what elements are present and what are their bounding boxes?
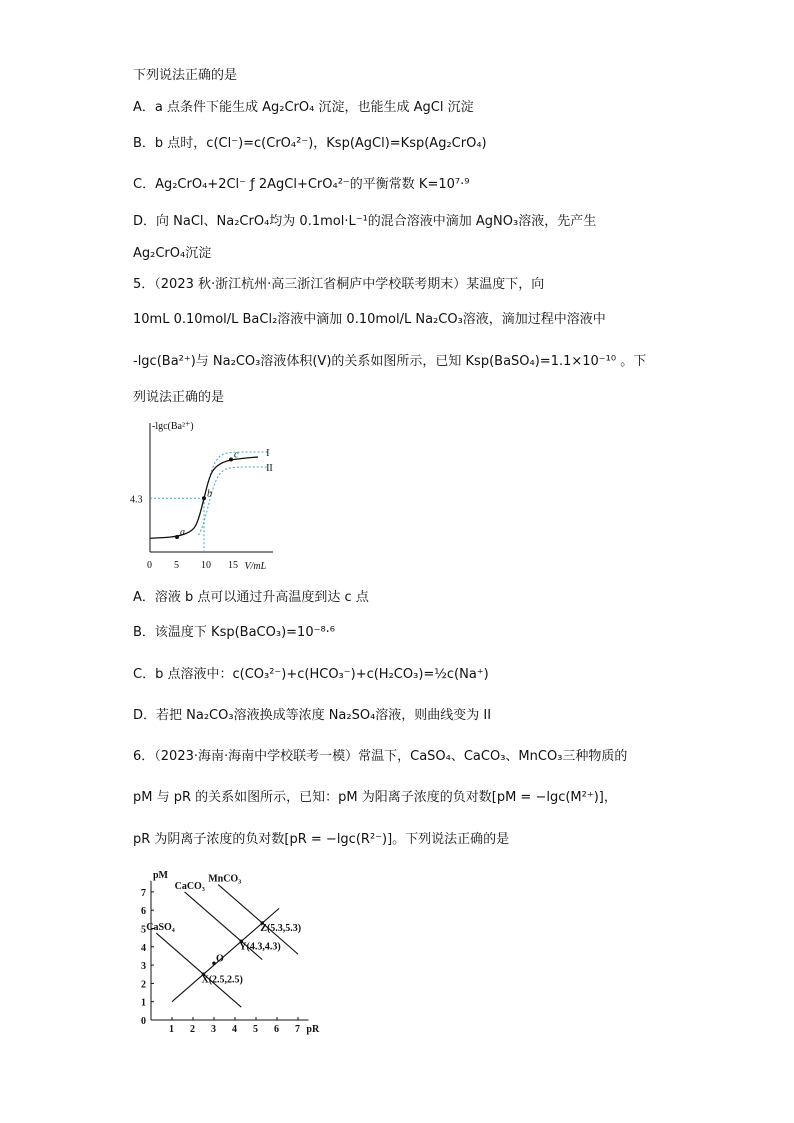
q4-option-a: A．a 点条件下能生成 Ag₂CrO₄ 沉淀，也能生成 AgCl 沉淀 [133, 100, 474, 115]
q5-option-c-prefix: C．b 点溶液中： [133, 667, 233, 682]
series-i-curve [199, 449, 269, 518]
q4-intro: 下列说法正确的是 [133, 68, 238, 83]
y-axis-label: pM [153, 870, 168, 881]
x-tick-label: 1 [169, 1024, 174, 1035]
x-tick-label: 4 [232, 1024, 237, 1035]
y-tick-label: 0 [141, 1016, 146, 1027]
q5-stem-2: 10mL 0.10mol/L BaCl₂溶液中滴加 0.10mol/L Na₂CO₃溶液，滴加过程中溶液中 [133, 312, 606, 327]
point-c [229, 458, 233, 462]
q5-stem-4: 列说法正确的是 [133, 390, 225, 405]
q4-option-d-cont: Ag₂CrO₄沉淀 [133, 246, 212, 261]
series-label-0: CaSO₄ [146, 922, 175, 934]
q5-option-a: A．溶液 b 点可以通过升高温度到达 c 点 [133, 590, 369, 605]
q6-stem-3: pR 为阴离子浓度的负对数[pR = −lgc(R²⁻)]。下列说法正确的是 [133, 832, 510, 847]
point-label-a: a [180, 527, 185, 538]
x-tick-label: 2 [190, 1024, 195, 1035]
y-tick-label: 2 [141, 979, 146, 991]
y-tick-label: 6 [141, 906, 146, 918]
q5-option-c [133, 666, 489, 684]
q4-option-d: D．向 NaCl、Na₂CrO₄均为 0.1mol·L⁻¹的混合溶液中滴加 AgNO₃溶液，先产生 [133, 214, 597, 229]
point-label: O [216, 953, 224, 965]
series-line-0 [156, 933, 241, 1007]
x-tick-label: 7 [295, 1024, 300, 1035]
y-tick-label: 4.3 [130, 494, 143, 506]
q5-option-c-formula: c(CO₃²⁻)+c(HCO₃⁻)+c(H₂CO₃)=½c(Na⁺) [232, 667, 489, 682]
y-tick-label: 4 [141, 942, 146, 954]
series-label-1: CaCO₃ [174, 880, 205, 892]
point-label: X(2.5,2.5) [201, 974, 243, 986]
x-tick-label: 15 [228, 560, 238, 571]
point-a [175, 535, 179, 539]
series-label-2: MnCO₃ [208, 873, 242, 885]
q5-stem-1: 5．（2023 秋·浙江杭州·高三浙江省桐庐中学校联考期末）某温度下，向 [133, 277, 545, 292]
y-tick-label: 7 [141, 887, 146, 899]
point-b [202, 496, 206, 500]
point-label-c: c [234, 449, 239, 461]
x-tick-label: 5 [253, 1024, 258, 1035]
x-tick-label: 6 [274, 1024, 279, 1035]
y-axis-label: -lgc(Ba²⁺) [152, 421, 194, 432]
q5-option-d: D．若把 Na₂CO₃溶液换成等浓度 Na₂SO₄溶液，则曲线变为 II [133, 708, 492, 723]
x-tick-label: 10 [201, 560, 211, 571]
point-label-b: b [207, 488, 212, 500]
point-label: Y(4.3,4.3) [239, 941, 281, 953]
q4-option-b: B．b 点时，c(Cl⁻)=c(CrO₄²⁻)，Ksp(AgCl)=Ksp(Ag₂CrO₄) [133, 136, 487, 151]
x-tick-label: 0 [147, 560, 152, 571]
series-i-label: I [266, 448, 270, 459]
q4-option-c: C．Ag₂CrO₄+2Cl⁻ ƒ 2AgCl+CrO₄²⁻的平衡常数 K=10⁷·⁹ [133, 177, 470, 192]
x-axis-label: V/mL [244, 561, 267, 572]
series-ii-label: II [266, 463, 273, 474]
x-axis-label: pR [306, 1024, 320, 1035]
chart-ba-volume [128, 415, 288, 580]
y-tick-label: 1 [141, 997, 146, 1009]
q5-option-b: B．该温度下 Ksp(BaCO₃)=10⁻⁸·⁶ [133, 625, 336, 640]
q6-stem-2: pM 与 pR 的关系如图所示，已知：pM 为阳离子浓度的负对数[pM = −lgc(M²⁺)]， [133, 790, 617, 805]
y-tick-label: 3 [141, 961, 146, 973]
q6-stem-1: 6．（2023·海南·海南中学校联考一模）常温下，CaSO₄、CaCO₃、MnCO₃三种物质的 [133, 749, 628, 764]
x-tick-label: 5 [174, 560, 179, 571]
q5-stem-3: -lgc(Ba²⁺)与 Na₂CO₃溶液体积(V)的关系如图所示，已知 Ksp(BaSO₄)=1.1×10⁻¹⁰ 。下 [133, 354, 647, 369]
x-tick-label: 3 [211, 1024, 216, 1035]
chart-pm-pr [128, 868, 338, 1038]
point-label: Z(5.3,5.3) [260, 923, 302, 935]
y-tick-label: 5 [141, 924, 146, 936]
